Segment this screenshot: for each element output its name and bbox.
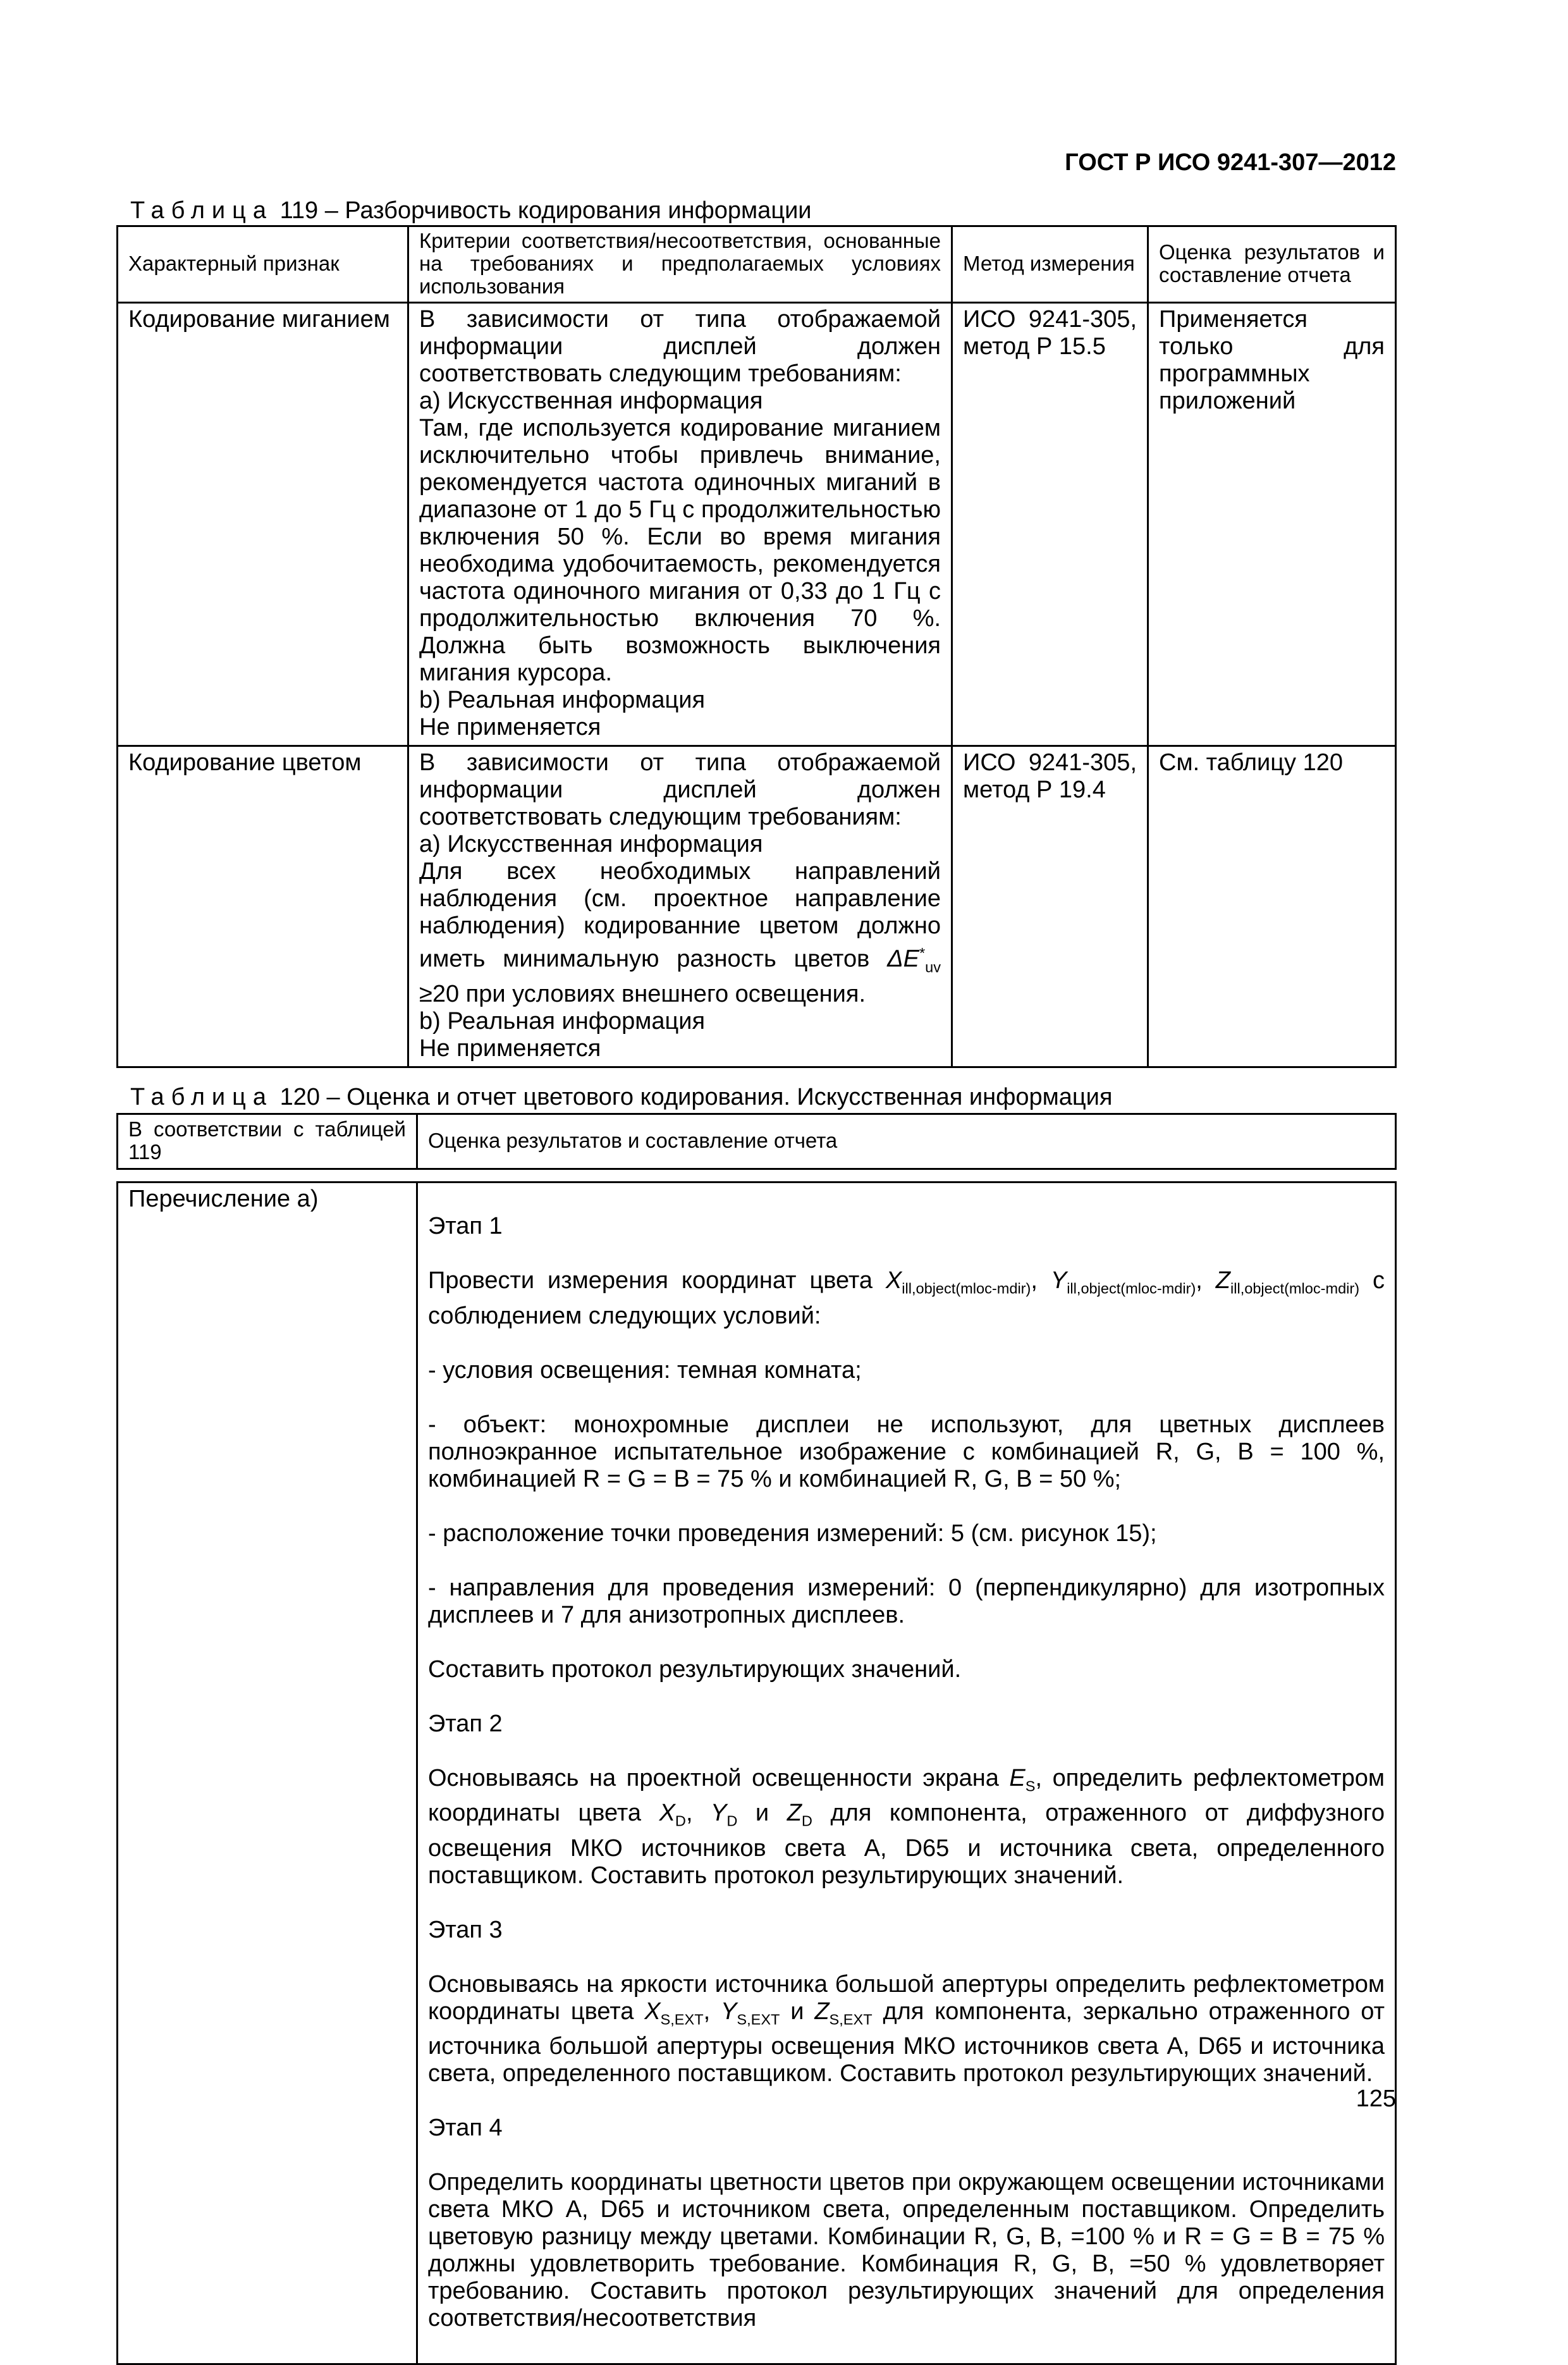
table-119-row2-assessment: См. таблицу 120 (1148, 746, 1396, 1067)
stage3-text: Основываясь на яркости источника большой апертуры определить рефлектометром координаты цвета $X_{S,EXT}$, $Y_{S,EXT}$ и $Z_{S,EXT}$ для компонента, зеркально отраженного от источника большой апертуры освещения МКО источников света А, D65 и источника света, определенного поставщиком. Составить протокол результирующих значений. (428, 1970, 1385, 2087)
stage1-item: - объект: монохромные дисплеи не используют, для цветных дисплеев полноэкранное испытательное изображение с комбинацией R, G, B = 100 %, комбинацией R = G = B = 75 % и комбинацией R, G, B = 50 %; (428, 1411, 1385, 1492)
table-120-caption-text: 120 – Оценка и отчет цветового кодирования. Искусственная информация (279, 1084, 1113, 1110)
delta-e-sub: uv (925, 959, 941, 976)
stage1-item: - направления для проведения измерений: 0 (перпендикулярно) для изотропных дисплеев и 7 для анизотропных дисплеев. (428, 1574, 1385, 1628)
table-119-row2-method: ИСО 9241-305, метод Р 19.4 (952, 746, 1148, 1067)
table-120-caption-word: Таблица (130, 1084, 273, 1110)
stage3-title: Этап 3 (428, 1916, 503, 1943)
table-119-header-row (118, 226, 1396, 303)
table-119-row1-feature: Кодирование миганием (118, 303, 408, 746)
table-row (118, 746, 1396, 1067)
table-119-header-feature: Характерный признак (118, 226, 408, 303)
document-header: ГОСТ Р ИСО 9241-307—2012 (1065, 149, 1396, 176)
table-120 (116, 1113, 1397, 2365)
table-120-row-content (417, 1182, 1396, 2364)
table-119-row2-criteria (408, 746, 952, 1067)
table-119 (116, 225, 1397, 1068)
stage1-intro: Провести измерения координат цвета $X_{ill,object(mloc-mdir)}$, $Y_{ill,object(mloc-mdir)}$, $Z_{ill,object(mloc-mdir)}$ с соблюдением следующих условий: (428, 1267, 1385, 1329)
delta-e-symbol: ΔE (887, 945, 919, 973)
row2-criteria-part-a: В зависимости от типа отображаемой информации дисплей должен соответствовать следующим требованиям: а) Искусственная информация Для всех необходимых направлений наблюдения (см. проектное направление наблюдения) кодированние цветом должно иметь минимальную разность цветов (419, 749, 941, 973)
table-120-header-assessment: Оценка результатов и составление отчета (417, 1114, 1396, 1169)
stage2-title: Этап 2 (428, 1710, 503, 1737)
stage2-text: Основываясь на проектной освещенности экрана $E_S$, определить рефлектометром координаты цвета $X_D$, $Y_D$ и $Z_D$ для компонента, отраженного от диффузного освещения МКО источников света А, D65 и источника света, определенного поставщиком. Составить протокол результирующих значений. (428, 1764, 1385, 1889)
stage1-item: Составить протокол результирующих значений. (428, 1656, 962, 1683)
table-120-caption (130, 1084, 1112, 1111)
stage1-title: Этап 1 (428, 1213, 503, 1239)
table-119-caption (130, 197, 812, 224)
table-119-caption-word: Таблица (130, 197, 273, 224)
table-119-header-method: Метод измерения (952, 226, 1148, 303)
stage4-text: Определить координаты цветности цветов при окружающем освещении источниками света МКО А, D65 и источником света, определенным поставщиком. Определить цветовую разницу между цветами. Комбинации R, G, B, =100 % и R = G = B = 75 % должны удовлетворить требование. Комбинация R, G, B, =50 % удовлетворяет требованию. Составить протокол результирующих значений для определения соответствия/несоответствия (428, 2169, 1385, 2332)
table-119-caption-text: 119 – Разборчивость кодирования информации (279, 197, 812, 224)
page-number: 125 (1356, 2086, 1396, 2112)
table-120-header-row (118, 1114, 1396, 1169)
stage1-item: - расположение точки проведения измерений: 5 (см. рисунок 15); (428, 1520, 1157, 1547)
table-119-row1-method: ИСО 9241-305, метод Р 15.5 (952, 303, 1148, 746)
table-119-row1-assessment: Применяется только для программных приложений (1148, 303, 1396, 746)
table-119-row1-criteria: В зависимости от типа отображаемой информации дисплей должен соответствовать следующим требованиям: а) Искусственная информация Там, где используется кодирование миганием исключительно чтобы привлечь внимание, рекомендуется частота одиночных миганий в диапазоне от 1 до 5 Гц с продолжительностью включения 50 %. Если во время мигания необходима удобочитаемость, рекомендуется частота одиночного мигания от 0,33 до 1 Гц с продолжительностью включения 70 %. Должна быть возможность выключения мигания курсора. b) Реальная информация Не применяется (408, 303, 952, 746)
stage4-title: Этап 4 (428, 2115, 503, 2142)
table-row (118, 1182, 1396, 2364)
row2-criteria-part-b: ≥20 при условиях внешнего освещения. b) Реальная информация Не применяется (419, 981, 866, 1062)
table-119-row2-feature: Кодирование цветом (118, 746, 408, 1067)
table-119-header-criteria: Критерии соответствия/несоответствия, основанные на требованиях и предполагаемых условиях использования (408, 226, 952, 303)
table-row (118, 303, 1396, 746)
table-120-row-label: Перечисление а) (118, 1182, 417, 2364)
delta-e-sup: * (919, 945, 926, 961)
table-119-header-assessment: Оценка результатов и составление отчета (1148, 226, 1396, 303)
stage1-item: - условия освещения: темная комната; (428, 1356, 862, 1384)
table-120-header-ref: В соответствии с таблицей 119 (118, 1114, 417, 1169)
